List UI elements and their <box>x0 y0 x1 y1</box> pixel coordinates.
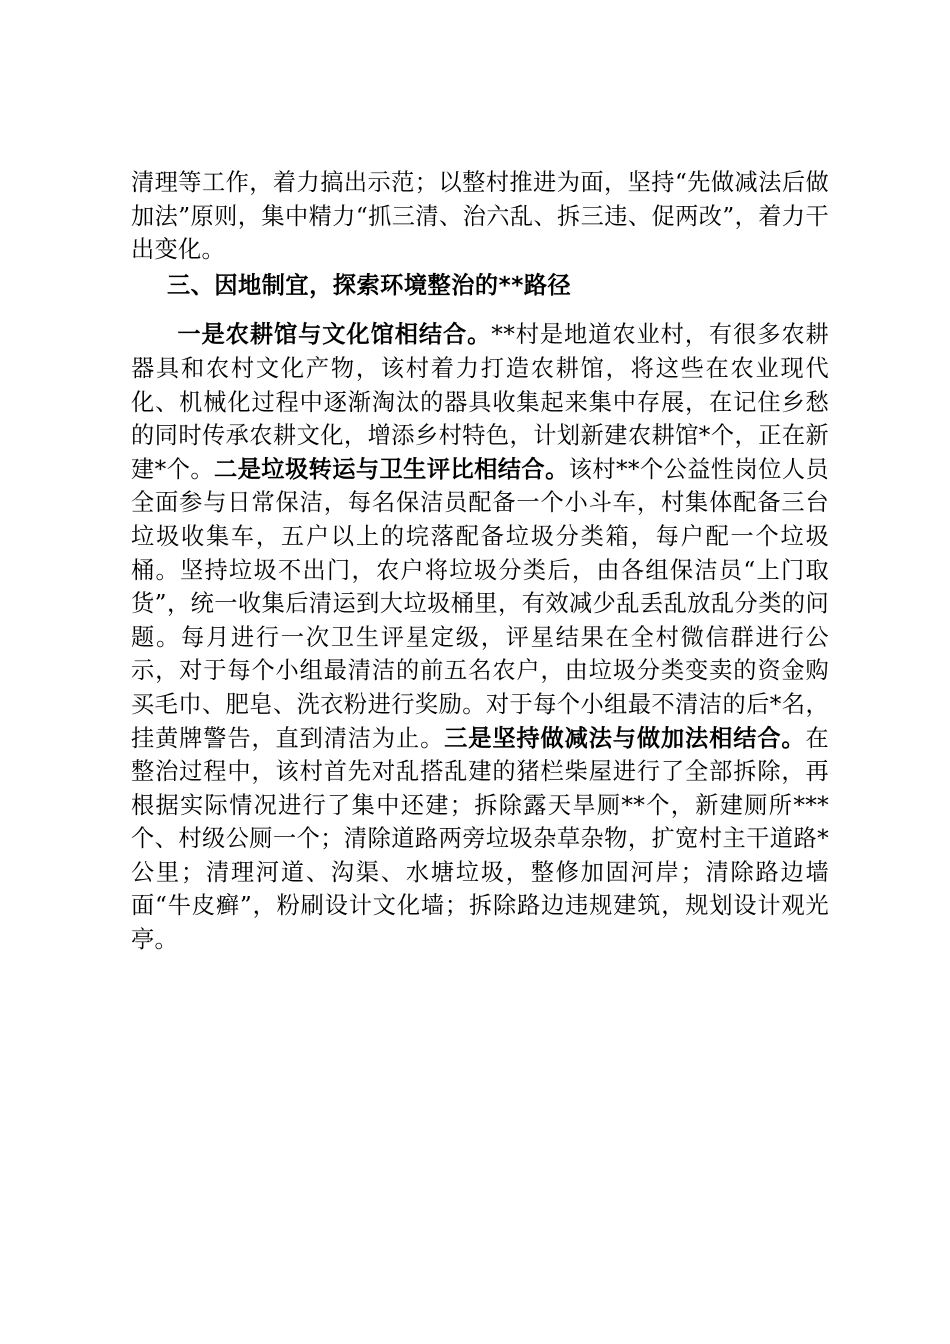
lead-phrase-1: 一是农耕馆与文化馆相结合。 <box>177 321 492 349</box>
paragraph-continuation: 清理等工作，着力搞出示范；以整村推进为面，坚持“先做减法后做加法”原则，集中精力“抓三清、治六乱、拆三违、促两改”，着力干出变化。 <box>131 169 829 264</box>
body-text-2: 该村**个公益性岗位人员全面参与日常保洁，每名保洁员配备一个小斗车，村集体配备三台垃圾收集车，五户以上的垸落配备垃圾分类箱，每户配一个垃圾桶。坚持垃圾不出门，农户将垃圾分类后，由各组保洁员“上门取货”，统一收集后清运到大垃圾桶里，有效减少乱丢乱放乱分类的问题。每月进行一次卫生评星定级，评星结果在全村微信群进行公示，对于每个小组最清洁的前五名农户，由垃圾分类变卖的资金购买毛巾、肥皂、洗衣粉进行奖励。对于每个小组最不清洁的后*名，挂黄牌警告，直到清洁为止。 <box>131 455 830 752</box>
body-text-3: 在整治过程中，该村首先对乱搭乱建的猪栏柴屋进行了全部拆除，再根据实际情况进行了集中还建；拆除露天旱厕**个，新建厕所***个、村级公厕一个；清除道路两旁垃圾杂草杂物，扩宽村主干道路*公里；清理河道、沟渠、水塘垃圾，整修加固河岸；清除路边墙面“牛皮癣”，粉刷设计文化墙；拆除路边违规建筑，规划设计观光亭。 <box>131 724 829 954</box>
lead-phrase-2: 二是垃圾转运与卫生评比相结合。 <box>214 455 569 483</box>
paragraph-measures <box>131 318 829 956</box>
section-heading: 三、因地制宜，探索环境整治的**路径 <box>166 271 572 299</box>
lead-phrase-3: 三是坚持做减法与做加法相结合。 <box>444 724 806 752</box>
document-page <box>131 166 829 957</box>
body-text-1: **村是地道农业村，有很多农耕器具和农村文化产物，该村着力打造农耕馆，将这些在农业现代化、机械化过程中逐渐淘汰的器具收集起来集中存展，在记住乡愁的同时传承农耕文化，增添乡村特色，计划新建农耕馆*个，正在新建*个。 <box>131 321 829 483</box>
